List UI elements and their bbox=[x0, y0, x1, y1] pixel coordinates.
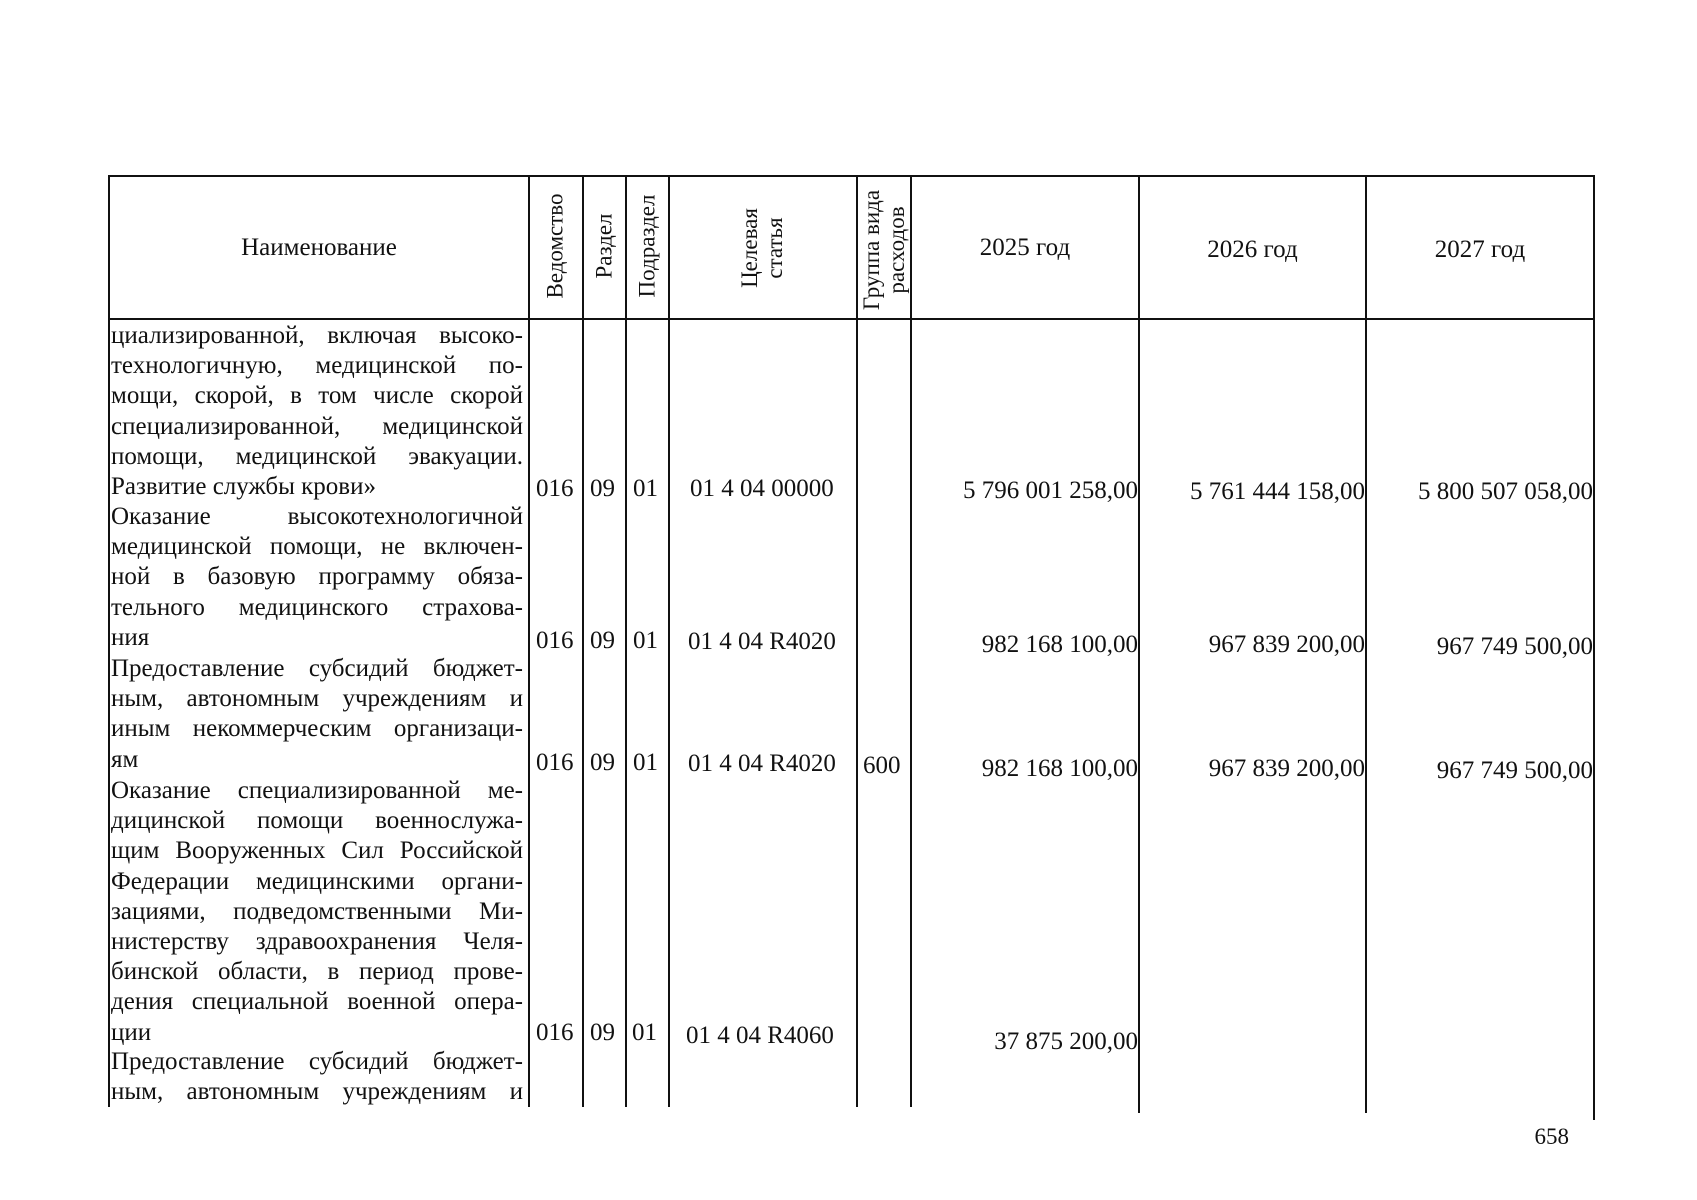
name-line: тельного медицинского страхова- bbox=[111, 593, 523, 621]
cell-expense-group: 600 bbox=[863, 752, 901, 779]
cell-target-item: 01 4 04 R4020 bbox=[688, 750, 836, 777]
cell-subsection: 01 bbox=[633, 749, 658, 776]
name-line: помощи, медицинской эвакуации. bbox=[111, 442, 523, 470]
cell-target-item: 01 4 04 R4060 bbox=[686, 1022, 834, 1049]
name-line: дицинской помощи военнослужа- bbox=[111, 807, 523, 835]
name-line: ной в базовую программу обяза- bbox=[111, 563, 523, 591]
name-line: зациями, подведомственными Ми- bbox=[111, 897, 523, 925]
cell-2027: 967 749 500,00 bbox=[1436, 633, 1593, 660]
cell-department: 016 bbox=[536, 1019, 574, 1046]
cell-2027: 967 749 500,00 bbox=[1436, 757, 1593, 784]
name-line: дения специальной военной опера- bbox=[111, 988, 523, 1016]
cell-2025: 5 796 001 258,00 bbox=[963, 477, 1138, 504]
table-top-border bbox=[108, 175, 1595, 177]
name-line: бинской области, в период прове- bbox=[111, 958, 523, 986]
name-line: иным некоммерческим организаци- bbox=[111, 715, 523, 743]
name-line: циализированной, включая высоко- bbox=[111, 322, 523, 349]
column-border bbox=[1593, 175, 1595, 1120]
cell-2027: 5 800 507 058,00 bbox=[1418, 478, 1593, 505]
column-border bbox=[1365, 175, 1367, 1113]
cell-2026: 967 839 200,00 bbox=[1208, 631, 1365, 658]
column-border bbox=[108, 175, 110, 1107]
cell-2026: 5 761 444 158,00 bbox=[1190, 478, 1365, 505]
name-line: нистерству здравоохранения Челя- bbox=[111, 927, 523, 955]
header-name: Наименование bbox=[241, 234, 397, 261]
name-line: специализированной, медицинской bbox=[111, 412, 523, 440]
cell-subsection: 01 bbox=[633, 627, 658, 654]
name-line: Развитие службы крови» bbox=[111, 472, 376, 500]
name-line: Оказание специализированной ме- bbox=[111, 777, 523, 804]
cell-2025: 982 168 100,00 bbox=[981, 631, 1138, 658]
header-2026: 2026 год bbox=[1207, 236, 1298, 263]
cell-target-item: 01 4 04 00000 bbox=[690, 475, 834, 502]
name-line: ным, автономным учреждениям и bbox=[111, 1078, 523, 1106]
cell-section: 09 bbox=[590, 1019, 615, 1046]
header-expense-group-line: Группа вида bbox=[859, 189, 884, 311]
cell-2025: 37 875 200,00 bbox=[994, 1028, 1138, 1055]
row-name bbox=[111, 1047, 523, 1107]
name-line: ния bbox=[111, 623, 150, 651]
name-line: медицинской помощи, не включен- bbox=[111, 533, 523, 561]
name-line: щим Вооруженных Сил Российской bbox=[111, 837, 523, 865]
cell-2025: 982 168 100,00 bbox=[981, 755, 1138, 782]
header-2025: 2025 год bbox=[979, 234, 1071, 261]
column-border bbox=[582, 175, 584, 1107]
header-department: Ведомство bbox=[542, 193, 568, 299]
name-line: мощи, скорой, в том числе скорой bbox=[111, 382, 523, 410]
name-line: технологичную, медицинской по- bbox=[111, 352, 523, 380]
cell-target-item: 01 4 04 R4020 bbox=[688, 628, 836, 655]
row-name bbox=[111, 654, 523, 775]
header-section: Раздел bbox=[591, 213, 617, 279]
column-border bbox=[625, 175, 627, 1107]
name-line: Федерации медицинскими органи- bbox=[111, 867, 523, 895]
name-line: ям bbox=[111, 745, 139, 773]
name-line: Предоставление субсидий бюджет- bbox=[111, 655, 523, 682]
header-target-item-line: статья bbox=[762, 217, 787, 279]
row-name bbox=[111, 502, 523, 653]
header-target-item-line: Целевая bbox=[737, 208, 762, 288]
header-bottom-border bbox=[108, 318, 1595, 320]
cell-department: 016 bbox=[536, 627, 574, 654]
name-line: ции bbox=[111, 1018, 152, 1046]
column-border bbox=[668, 175, 670, 1107]
header-expense-group-line: расходов bbox=[884, 206, 909, 294]
header-2027: 2027 год bbox=[1434, 236, 1526, 263]
header-subsection: Подраздел bbox=[634, 194, 660, 298]
cell-section: 09 bbox=[590, 475, 615, 502]
column-border bbox=[1138, 175, 1140, 1113]
page-number: 658 bbox=[1534, 1124, 1569, 1149]
name-line: ным, автономным учреждениям и bbox=[111, 685, 523, 713]
name-line: Оказание высокотехнологичной bbox=[111, 503, 523, 530]
cell-2026: 967 839 200,00 bbox=[1208, 755, 1365, 782]
header-expense-group bbox=[859, 190, 909, 310]
header-target-item bbox=[737, 208, 787, 288]
row-name bbox=[111, 321, 523, 502]
column-border bbox=[528, 175, 530, 1107]
row-name bbox=[111, 776, 523, 1048]
cell-subsection: 01 bbox=[632, 1019, 657, 1046]
cell-section: 09 bbox=[590, 749, 615, 776]
cell-department: 016 bbox=[536, 475, 574, 502]
cell-department: 016 bbox=[536, 749, 574, 776]
cell-subsection: 01 bbox=[633, 475, 658, 502]
cell-section: 09 bbox=[590, 627, 615, 654]
name-line: Предоставление субсидий бюджет- bbox=[111, 1048, 523, 1075]
column-border bbox=[910, 175, 912, 1107]
column-border bbox=[856, 175, 858, 1107]
